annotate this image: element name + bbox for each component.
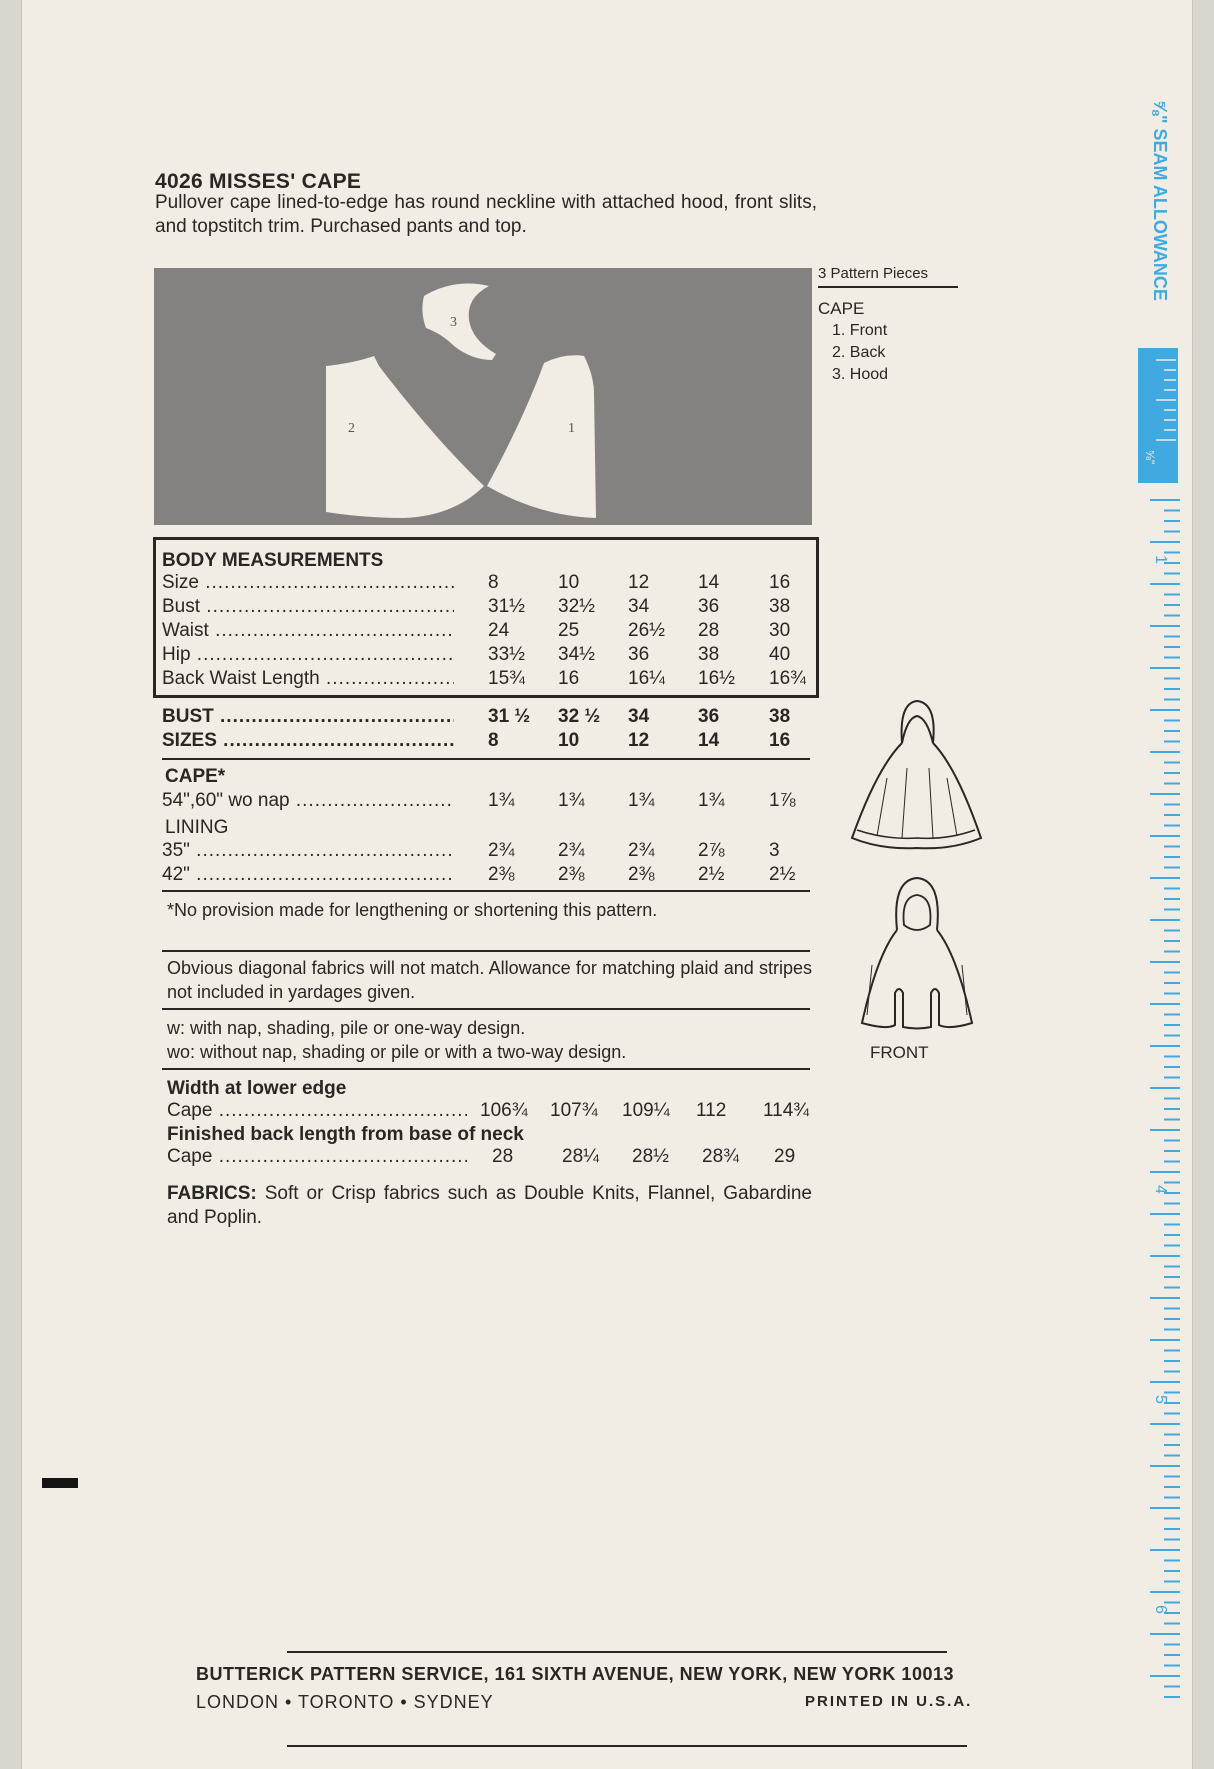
cape-front-illustration	[857, 875, 977, 1040]
width-heading: Width at lower edge	[167, 1078, 347, 1099]
length-heading: Finished back length from base of neck	[167, 1124, 524, 1145]
row-value: 2⅜	[628, 864, 655, 885]
footer-rule	[287, 1745, 967, 1747]
row-value: 28¼	[562, 1146, 599, 1167]
fabrics-text: Soft or Crisp fabrics such as Double Knits, Flannel, Gabardine and Poplin.	[167, 1183, 812, 1228]
row-value: 16	[558, 668, 580, 689]
row-value: 106¾	[480, 1100, 528, 1121]
row-value: 28¾	[702, 1146, 739, 1167]
measure-row-back-waist-length	[22, 668, 1192, 692]
publisher-cities: LONDON • TORONTO • SYDNEY	[196, 1692, 494, 1712]
row-value: 1¾	[628, 790, 655, 811]
ruler-number: 1	[1152, 555, 1169, 564]
sizes-row-sizes	[22, 730, 1192, 754]
row-value: 10	[558, 572, 580, 593]
row-value: 1¾	[488, 790, 515, 811]
divider	[162, 950, 810, 952]
row-label: 54",60" wo nap .....	[162, 790, 454, 812]
row-value: 2¾	[558, 840, 585, 861]
note-with-nap: w: with nap, shading, pile or one-way design.	[167, 1018, 526, 1038]
ruler-number: 5	[1152, 1395, 1169, 1404]
row-value: 29	[774, 1146, 796, 1167]
row-value: 33½	[488, 644, 525, 665]
row-value: 28½	[632, 1146, 669, 1167]
row-value: 2⅜	[558, 864, 585, 885]
row-value: 109¼	[622, 1100, 670, 1121]
row-value: 2½	[698, 864, 725, 885]
pattern-envelope-back	[22, 0, 1192, 1769]
body-measurements-title: BODY MEASUREMENTS	[162, 550, 384, 571]
row-label: Hip .....	[162, 644, 454, 666]
pattern-pieces-list	[832, 320, 888, 386]
pattern-pieces-diagram	[154, 268, 812, 525]
pattern-description: Pullover cape lined-to-edge has round neckline with attached hood, front slits, and topstitch trim. Purchased pants and top.	[155, 192, 817, 237]
pattern-piece-item: 1. Front	[832, 322, 888, 339]
divider	[162, 890, 810, 892]
pattern-pieces-svg	[154, 268, 812, 525]
finished-row-length	[22, 1146, 1192, 1170]
pattern-piece-item: 2. Back	[832, 344, 886, 361]
note-diagonal-fabrics: Obvious diagonal fabrics will not match. Allowance for matching plaid and stripes not included in yardages given.	[167, 958, 812, 1002]
ruler-ticks	[1150, 500, 1180, 1697]
row-value: 114¾	[763, 1100, 810, 1121]
pattern-title: 4026 MISSES' CAPE	[155, 170, 362, 193]
row-value: 2¾	[488, 840, 515, 861]
row-value: 32 ½	[558, 706, 601, 727]
measure-row-size	[22, 572, 1192, 596]
row-value: 31½	[488, 596, 525, 617]
row-value: 36	[698, 706, 720, 727]
publisher-address: BUTTERICK PATTERN SERVICE, 161 SIXTH AVENUE, NEW YORK, NEW YORK 10013	[196, 1664, 954, 1684]
row-value: 1¾	[558, 790, 585, 811]
front-piece-shape	[487, 355, 596, 518]
row-value: 15¾	[488, 668, 525, 689]
row-value: 1⅞	[769, 790, 796, 811]
divider	[162, 1008, 810, 1010]
row-label: 42" .....	[162, 864, 454, 886]
row-label: BUST .....	[162, 706, 454, 728]
note-without-nap: wo: without nap, shading or pile or with a two-way design.	[167, 1042, 627, 1062]
measure-row-hip	[22, 644, 1192, 668]
row-value: 2½	[769, 864, 796, 885]
row-value: 8	[488, 572, 499, 593]
row-value: 14	[698, 730, 720, 751]
row-value: 12	[628, 572, 650, 593]
row-value: 32½	[558, 596, 595, 617]
row-label: 35" .....	[162, 840, 454, 862]
yardage-row-lining-35	[22, 840, 1192, 864]
sizes-row-bust	[22, 706, 1192, 730]
row-value: 2⅜	[488, 864, 515, 885]
cape-yardage-heading: CAPE*	[165, 766, 226, 787]
row-label: Cape .....	[167, 1100, 467, 1122]
row-label: Cape .....	[167, 1146, 467, 1168]
row-value: 16	[769, 730, 791, 751]
row-value: 34	[628, 596, 650, 617]
row-value: 36	[628, 644, 650, 665]
pattern-pieces-category: CAPE	[818, 299, 865, 318]
row-label: Size .....	[162, 572, 454, 594]
row-value: 28	[492, 1146, 514, 1167]
yardage-row-cape	[22, 790, 1192, 814]
footer-rule	[287, 1651, 947, 1653]
yardage-row-lining-42	[22, 864, 1192, 888]
row-value: 112	[696, 1100, 727, 1121]
row-value: 28	[698, 620, 720, 641]
row-value: 3	[769, 840, 780, 861]
measure-row-waist	[22, 620, 1192, 644]
row-label: SIZES .....	[162, 730, 454, 752]
row-value: 16	[769, 572, 791, 593]
back-piece-number: 2	[348, 421, 355, 436]
row-value: 25	[558, 620, 580, 641]
row-value: 36	[698, 596, 720, 617]
row-value: 30	[769, 620, 791, 641]
inner-seam-label: ⅝"	[1143, 450, 1157, 465]
cape-back-illustration	[847, 698, 987, 863]
row-value: 31 ½	[488, 706, 531, 727]
finished-row-width	[22, 1100, 1192, 1124]
lining-heading: LINING	[165, 817, 229, 838]
row-value: 16½	[698, 668, 735, 689]
hood-piece-shape	[422, 284, 496, 360]
ruler-number: 4	[1152, 1185, 1169, 1194]
row-value: 40	[769, 644, 791, 665]
note-no-provision: *No provision made for lengthening or shortening this pattern.	[167, 900, 658, 920]
printed-in-usa: PRINTED IN U.S.A.	[805, 1693, 973, 1710]
row-value: 16¼	[628, 668, 665, 689]
row-value: 38	[698, 644, 720, 665]
row-value: 8	[488, 730, 499, 751]
row-value: 107¾	[550, 1100, 598, 1121]
fabrics-label: FABRICS:	[167, 1183, 257, 1204]
row-value: 2¾	[628, 840, 655, 861]
row-value: 2⅞	[698, 840, 725, 861]
row-label: Back Waist Length .....	[162, 668, 454, 690]
fabrics-note	[167, 1182, 812, 1230]
seam-allowance-label: ⅝" SEAM ALLOWANCE	[1150, 100, 1170, 301]
row-value: 34	[628, 706, 650, 727]
row-value: 38	[769, 706, 791, 727]
row-label: Bust .....	[162, 596, 454, 618]
divider	[162, 1068, 810, 1070]
row-label: Waist .....	[162, 620, 454, 642]
row-value: 14	[698, 572, 720, 593]
row-value: 38	[769, 596, 791, 617]
measure-row-bust	[22, 596, 1192, 620]
back-piece-shape	[326, 356, 484, 518]
divider	[162, 758, 810, 760]
row-value: 10	[558, 730, 580, 751]
registration-mark	[42, 1478, 78, 1488]
seam-allowance-ruler	[1120, 0, 1184, 1769]
pattern-pieces-heading: 3 Pattern Pieces	[818, 265, 958, 288]
front-piece-number: 1	[568, 421, 575, 436]
row-value: 1¾	[698, 790, 725, 811]
ruler-number: 6	[1152, 1605, 1169, 1614]
row-value: 34½	[558, 644, 595, 665]
row-value: 12	[628, 730, 650, 751]
hood-piece-number: 3	[450, 315, 457, 330]
pattern-piece-item: 3. Hood	[832, 366, 889, 383]
row-value: 16¾	[769, 668, 806, 689]
row-value: 24	[488, 620, 510, 641]
row-value: 26½	[628, 620, 665, 641]
front-label: FRONT	[870, 1043, 929, 1062]
